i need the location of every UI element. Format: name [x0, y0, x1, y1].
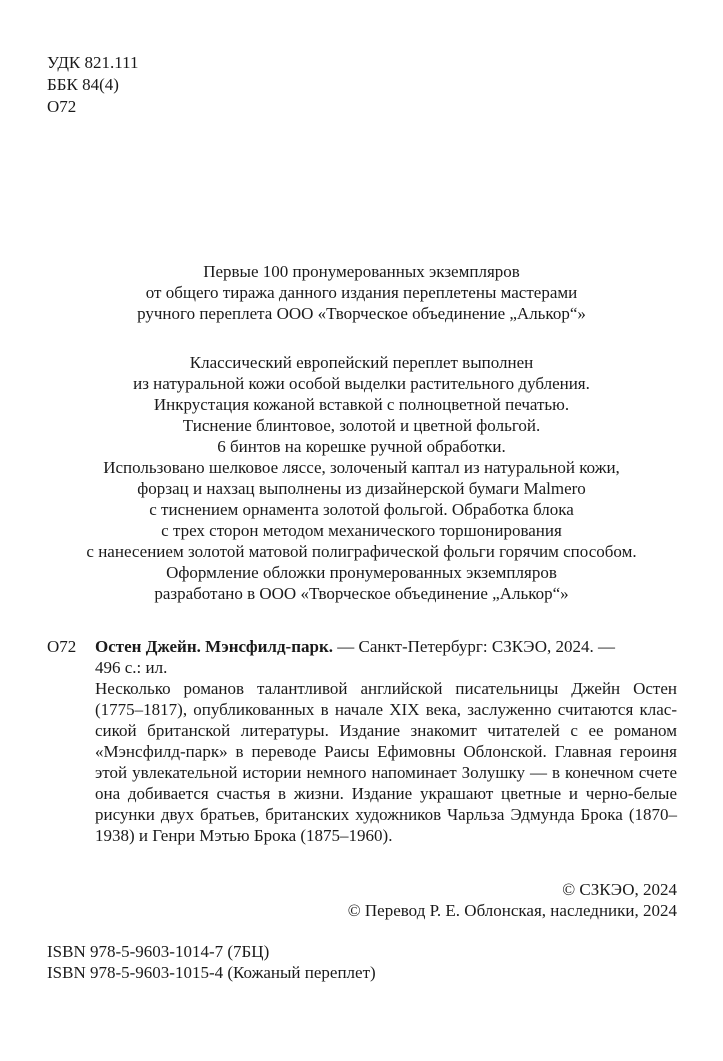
annotation-line: «Мэнсфилд-парк» в переводе Раисы Ефимовны Облонской. Главная героиня	[95, 742, 677, 761]
isbn-line: ISBN 978-5-9603-1015-4 (Кожаный переплет)	[47, 963, 376, 982]
isbn-line: ISBN 978-5-9603-1014-7 (7БЦ)	[47, 942, 270, 961]
page-count: 496 с.: ил.	[95, 658, 168, 677]
binding-note-line: Оформление обложки пронумерованных экземпляров	[166, 563, 557, 582]
edition-note-line: ручного переплета ООО «Творческое объединение „Алькор“»	[137, 304, 586, 323]
copyright-line: © Перевод Р. Е. Облонская, наследники, 2024	[347, 901, 677, 920]
binding-note-line: с трех сторон методом механического торшонирования	[161, 521, 562, 540]
binding-note-line: Классический европейский переплет выполнен	[189, 353, 534, 372]
annotation-line: рисунки двух братьев, британских художников Чарльза Эдмунда Брока (1870–	[95, 805, 677, 824]
binding-note	[40, 352, 683, 604]
copyright-line: © СЗКЭО, 2024	[562, 880, 677, 899]
copyright-block	[348, 879, 677, 921]
binding-note-line: разработано в ООО «Творческое объединение „Алькор“»	[154, 584, 569, 603]
binding-note-line: форзац и нахзац выполнены из дизайнерской бумаги Malmero	[137, 479, 586, 498]
binding-note-line: Использовано шелковое ляссе, золоченый каптал из натуральной кожи,	[103, 458, 620, 477]
edition-note-line: Первые 100 пронумерованных экземпляров	[203, 262, 520, 281]
binding-note-line: 6 бинтов на корешке ручной обработки.	[217, 437, 506, 456]
record-code: О72	[47, 637, 77, 656]
edition-note-line: от общего тиража данного издания переплетены мастерами	[145, 283, 578, 302]
classification-block	[47, 52, 139, 118]
binding-note-line: с нанесением золотой матовой полиграфической фольги горячим способом.	[86, 542, 637, 561]
annotation	[47, 678, 677, 846]
edition-note	[40, 261, 683, 324]
author-title: Остен Джейн. Мэнсфилд-парк.	[95, 637, 334, 656]
binding-note-line: с тиснением орнамента золотой фольгой. Обработка блока	[149, 500, 574, 519]
annotation-line: Несколько романов талантливой английской писательницы Джейн Остен	[95, 679, 677, 698]
annotation-line: 1938) и Генри Мэтью Брока (1875–1960).	[95, 826, 393, 845]
bbk-code: ББК 84(4)	[47, 75, 119, 94]
bibliographic-record	[47, 636, 677, 846]
bibliographic-heading	[47, 636, 677, 657]
isbn-block	[47, 941, 376, 983]
annotation-line: этой увлекательной истории немного напоминает Золушку — в конечном счете	[95, 763, 677, 782]
udk-code: УДК 821.111	[47, 53, 139, 72]
annotation-line: сикой британской литературы. Издание знакомит читателей с ее романом	[95, 721, 677, 740]
binding-note-line: из натуральной кожи особой выделки растительного дубления.	[133, 374, 590, 393]
publication-info: — Санкт-Петербург: СЗКЭО, 2024. —	[333, 637, 615, 656]
author-mark: О72	[47, 97, 77, 116]
annotation-line: (1775–1817), опубликованных в начале XIX века, заслуженно считаются клас-	[95, 700, 677, 719]
binding-note-line: Инкрустация кожаной вставкой с полноцветной печатью.	[153, 395, 570, 414]
binding-note-line: Тиснение блинтовое, золотой и цветной фольгой.	[182, 416, 541, 435]
annotation-line: она добивается счастья в жизни. Издание украшают цветные и черно-белые	[95, 784, 677, 803]
